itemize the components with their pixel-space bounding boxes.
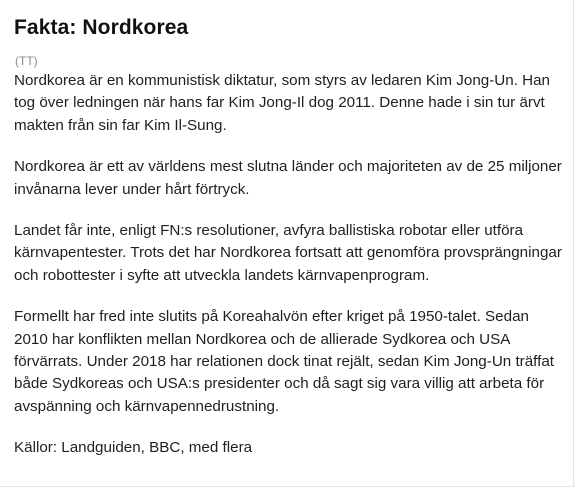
paragraph-leadership: Nordkorea är en kommunistisk diktatur, som styrs av ledaren Kim Jong-Un. Han tog över ledningen när hans far Kim Jong-Il dog 2011. Denne hade i sin tur ärvt makten från sin far Kim Il-Sung. xyxy=(14,72,550,134)
sources-line: Källor: Landguiden, BBC, med flera xyxy=(14,439,253,457)
paragraph-population: Nordkorea är ett av världens mest slutna länder och majoriteten av de 25 miljoner invånarna lever under hårt förtryck. xyxy=(14,158,562,198)
fact-title: Fakta: Nordkorea xyxy=(14,16,189,39)
paragraph-conflict: Formellt har fred inte slutits på Koreahalvön efter kriget på 1950-talet. Sedan 2010 har konflikten mellan Nordkorea och de allierade Sydkorea och USA förvärrats. Under 2018 har relationen dock tinat rejält, sedan Kim Jong-Un träffat både Sydkoreas och USA:s presidenter och då sagt sig vara villig att arbeta för avspänning och kärnvapennedrustning. xyxy=(14,308,555,415)
fact-body xyxy=(14,70,562,460)
source-label: (TT) xyxy=(15,54,38,68)
paragraph-weapons: Landet får inte, enligt FN:s resolutioner, avfyra ballistiska robotar eller utföra kärnvapentester. Trots det har Nordkorea fortsatt att genomföra provsprängningar och robottester i syfte att utveckla landets kärnvapenprogram. xyxy=(14,222,562,284)
